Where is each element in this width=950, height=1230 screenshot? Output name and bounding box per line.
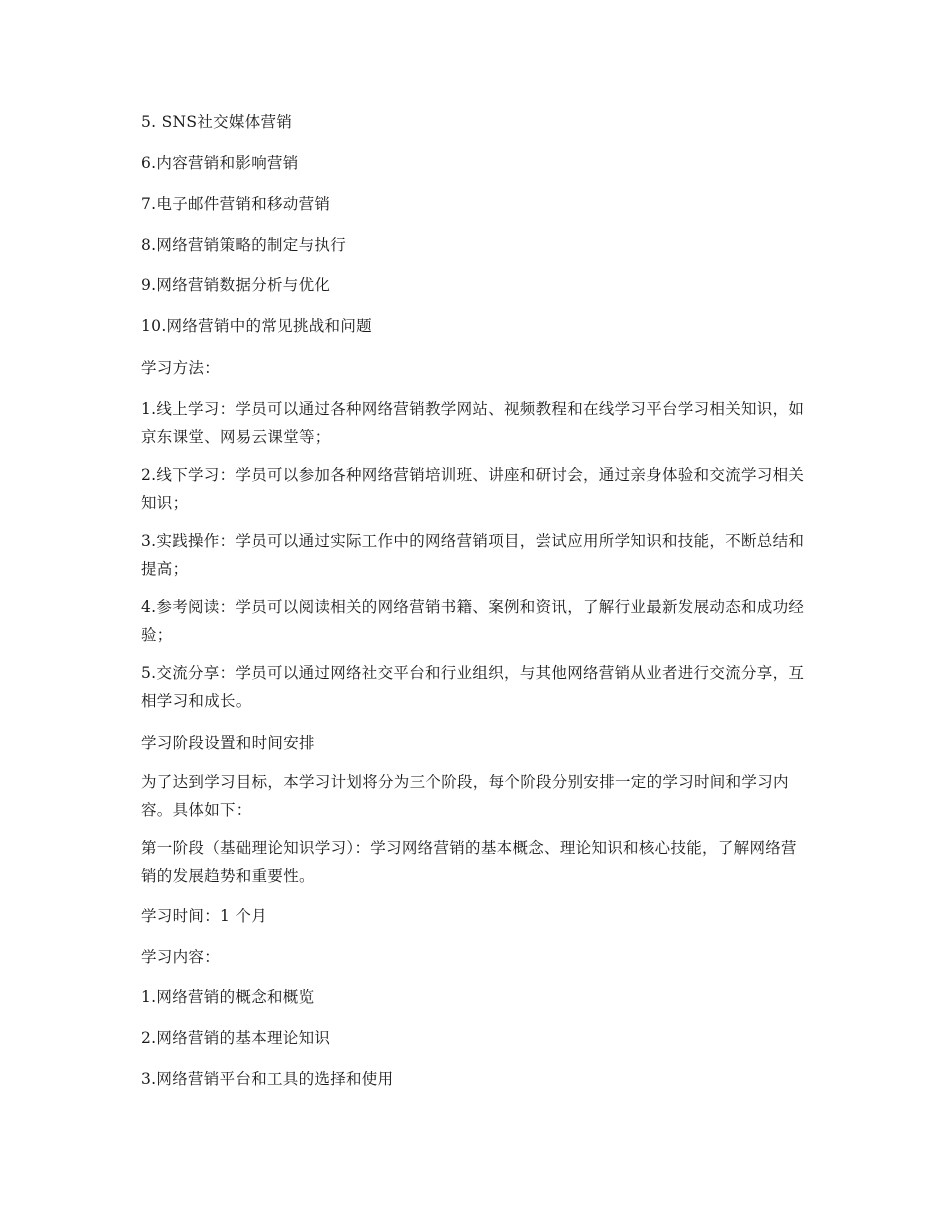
list-item-email-mobile-marketing: 7.电子邮件营销和移动营销 [141, 195, 331, 213]
list-item-strategy: 8.网络营销策略的制定与执行 [141, 236, 346, 254]
section-heading-learning-methods: 学习方法： [141, 359, 221, 377]
list-item-content-marketing: 6.内容营销和影响营销 [141, 154, 299, 172]
stages-intro: 为了达到学习目标，本学习计划将分为三个阶段，每个阶段分别安排一定的学习时间和学习内容。具体如下： [141, 773, 789, 819]
method-practice: 3.实践操作：学员可以通过实际工作中的网络营销项目，尝试应用所学知识和技能，不断总结和提高； [141, 532, 805, 578]
list-item-data-analysis: 9.网络营销数据分析与优化 [141, 276, 331, 294]
content-item-platforms: 3.网络营销平台和工具的选择和使用 [141, 1070, 394, 1088]
list-item-challenges: 10.网络营销中的常见挑战和问题 [141, 317, 372, 335]
stage-one-content-heading: 学习内容： [141, 948, 221, 966]
list-item-sns-marketing: 5. SNS社交媒体营销 [141, 113, 293, 131]
stage-one-description: 第一阶段（基础理论知识学习）：学习网络营销的基本概念、理论知识和核心技能，了解网络营销的发展趋势和重要性。 [141, 839, 797, 885]
content-item-concept: 1.网络营销的概念和概览 [141, 988, 315, 1006]
method-online-learning: 1.线上学习：学员可以通过各种网络营销教学网站、视频教程和在线学习平台学习相关知识，如京东课堂、网易云课堂等； [141, 400, 805, 446]
method-reading: 4.参考阅读：学员可以阅读相关的网络营销书籍、案例和资讯，了解行业最新发展动态和成功经验； [141, 598, 805, 644]
section-heading-stages: 学习阶段设置和时间安排 [141, 734, 315, 752]
method-offline-learning: 2.线下学习：学员可以参加各种网络营销培训班、讲座和研讨会，通过亲身体验和交流学习相关知识； [141, 466, 805, 512]
method-sharing: 5.交流分享：学员可以通过网络社交平台和行业组织，与其他网络营销从业者进行交流分享，互相学习和成长。 [141, 664, 805, 710]
stage-one-duration: 学习时间：1 个月 [141, 907, 267, 925]
content-item-theory: 2.网络营销的基本理论知识 [141, 1029, 331, 1047]
